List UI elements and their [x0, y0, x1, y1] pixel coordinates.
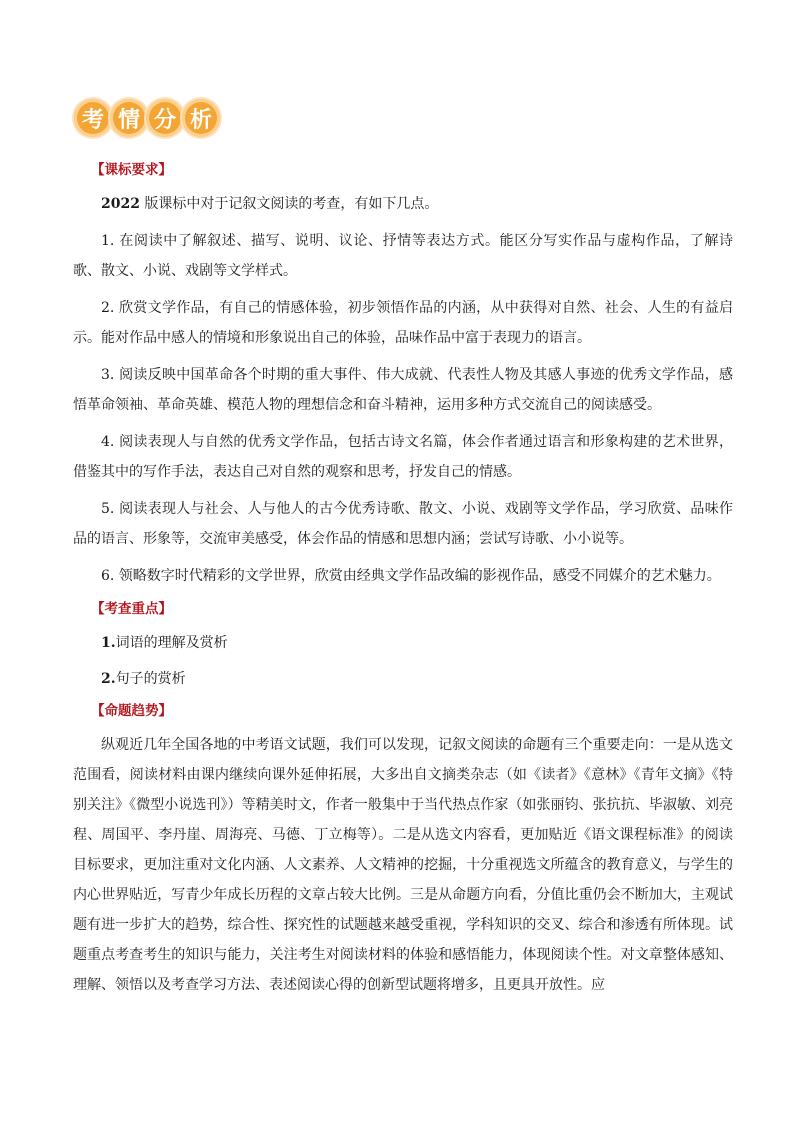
trend-paragraph: 纵观近几年全国各地的中考语文试题，我们可以发现，记叙文阅读的命题有三个重要走向：一是从选文范围看，阅读材料由课内继续向课外延伸拓展，大多出自文摘类杂志（如《读者》《意林》《青年文摘》《特别关注》《微型小说选刊》）等精美时文，作者一般集中于当代热点作家（如张丽钧、张抗抗、毕淑敏、刘亮程、周国平、李丹崖、周海亮、马德、丁立梅等）。二是从选文内容看，更加贴近《语文课程标准》的阅读目标要求，更加注重对文化内涵、人文素养、人文精神的挖掘，十分重视选文所蕴含的教育意义，与学生的内心世界贴近，写青少年成长历程的文章占较大比例。三是从命题方向看，分值比重仍会不断加大，主观试题有进一步扩大的趋势，综合性、探究性的试题越来越受重视，学科知识的交叉、综合和渗透有所体现。试题重点考查考生的知识与能力，关注考生对阅读材料的体验和感悟能力，体现阅读个性。对文章整体感知、理解、领悟以及考查学习方法、表述阅读心得的创新型试题将增多，且更具开放性。应	[73, 737, 733, 993]
focus-item-2-number: 2.	[101, 671, 116, 687]
requirement-item-1: 1. 在阅读中了解叙述、描写、说明、议论、抒情等表达方式。能区分写实作品与虚构作品，了解诗歌、散文、小说、戏剧等文学样式。	[73, 233, 733, 279]
requirement-item-6: 6. 领略数字时代精彩的文学世界，欣赏由经典文学作品改编的影视作品，感受不同媒介的艺术魅力。	[101, 568, 721, 584]
requirements-heading: 【课标要求】	[91, 162, 172, 178]
banner-char-3: 分	[146, 99, 184, 137]
trend-heading: 【命题趋势】	[91, 703, 172, 719]
focus-item-1	[73, 628, 733, 658]
focus-item-1-number: 1.	[101, 635, 116, 651]
requirement-item-5: 5. 阅读表现人与社会、人与他人的古今优秀诗歌、散文、小说、戏剧等文学作品，学习欣赏、品味作品的语言、形象等，交流审美感受，体会作品的情感和思想内涵；尝试写诗歌、小小说等。	[73, 501, 733, 547]
document-body	[73, 159, 733, 1000]
requirement-item-3: 3. 阅读反映中国革命各个时期的重大事件、伟大成就、代表性人物及其感人事迹的优秀文学作品，感悟革命领袖、革命英雄、模范人物的理想信念和奋斗精神，运用多种方式交流自己的阅读感受。	[73, 367, 733, 413]
focus-heading: 【考查重点】	[91, 601, 172, 617]
focus-item-2	[73, 664, 733, 694]
requirement-item-4: 4. 阅读表现人与自然的优秀文学作品，包括古诗文名篇，体会作者通过语言和形象构建的艺术世界，借鉴其中的写作手法，表达自己对自然的观察和思考，抒发自己的情感。	[73, 434, 733, 480]
section-banner	[74, 99, 218, 137]
requirement-item-2: 2. 欣赏文学作品，有自己的情感体验，初步领悟作品的内涵，从中获得对自然、社会、人生的有益启示。能对作品中感人的情境和形象说出自己的体验，品味作品中富于表现力的语言。	[73, 300, 733, 346]
banner-char-4: 析	[182, 99, 220, 137]
banner-char-2: 情	[110, 99, 148, 137]
intro-year: 2022	[101, 196, 140, 212]
banner-char-1: 考	[74, 99, 112, 137]
focus-item-1-text: 词语的理解及赏析	[115, 635, 228, 651]
requirements-intro	[73, 189, 733, 219]
focus-item-2-text: 句子的赏析	[115, 671, 186, 687]
intro-text: 版课标中对于记叙文阅读的考查，有如下几点。	[139, 196, 439, 212]
